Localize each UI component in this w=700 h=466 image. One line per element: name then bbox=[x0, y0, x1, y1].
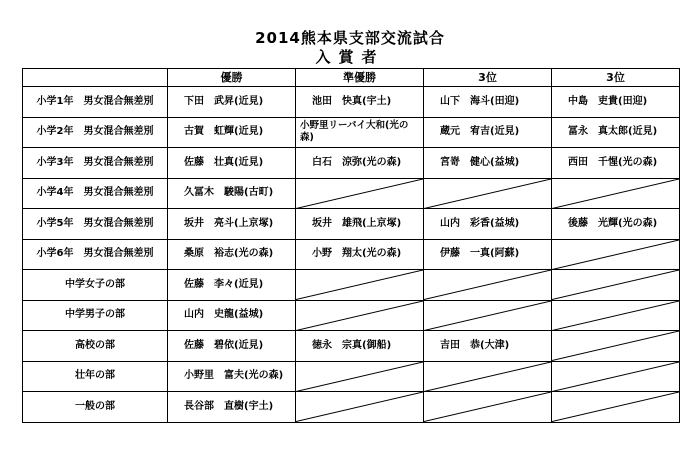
table-row bbox=[23, 148, 680, 179]
diagonal-strike-icon bbox=[296, 270, 423, 300]
diagonal-strike-icon bbox=[296, 392, 423, 422]
winner-cell: 小野里 富夫(光の森) bbox=[168, 361, 296, 392]
empty-cell bbox=[296, 392, 424, 423]
diagonal-strike-icon bbox=[296, 301, 423, 331]
winner-cell: 下田 武昇(近見) bbox=[168, 87, 296, 118]
empty-cell bbox=[552, 392, 680, 423]
diagonal-strike-icon bbox=[424, 270, 551, 300]
table-row bbox=[23, 300, 680, 331]
empty-cell bbox=[296, 270, 424, 301]
diagonal-strike-icon bbox=[296, 179, 423, 209]
winner-cell: 長谷部 直樹(宇土) bbox=[168, 392, 296, 423]
winner-cell: 佐藤 壮真(近見) bbox=[168, 148, 296, 179]
empty-cell bbox=[296, 178, 424, 209]
diagonal-strike-icon bbox=[296, 362, 423, 392]
category-cell: 小学5年 男女混合無差別 bbox=[23, 209, 168, 240]
empty-cell bbox=[552, 239, 680, 270]
results-table bbox=[22, 68, 680, 423]
diagonal-strike-icon bbox=[552, 331, 679, 361]
table-row bbox=[23, 392, 680, 423]
empty-cell bbox=[424, 392, 552, 423]
document-subtitle: 入賞者 bbox=[315, 48, 385, 66]
winner-cell: 坂井 亮斗(上京塚) bbox=[168, 209, 296, 240]
winner-cell: 小野 翔太(光の森) bbox=[296, 239, 424, 270]
table-row bbox=[23, 331, 680, 362]
table-row bbox=[23, 239, 680, 270]
header-third-place: 3位 bbox=[424, 69, 552, 87]
empty-cell bbox=[296, 300, 424, 331]
category-cell: 小学1年 男女混合無差別 bbox=[23, 87, 168, 118]
table-row bbox=[23, 270, 680, 301]
empty-cell bbox=[552, 270, 680, 301]
empty-cell bbox=[552, 361, 680, 392]
winner-cell: 池田 快真(宇土) bbox=[296, 87, 424, 118]
category-cell: 小学2年 男女混合無差別 bbox=[23, 117, 168, 148]
header-second-place: 準優勝 bbox=[296, 69, 424, 87]
winner-cell: 佐藤 李々(近見) bbox=[168, 270, 296, 301]
diagonal-strike-icon bbox=[552, 392, 679, 422]
table-row bbox=[23, 361, 680, 392]
diagonal-strike-icon bbox=[552, 240, 679, 270]
winner-cell: 伊藤 一真(阿蘇) bbox=[424, 239, 552, 270]
header-third-place-2: 3位 bbox=[552, 69, 680, 87]
winner-cell: 吉田 恭(大津) bbox=[424, 331, 552, 362]
empty-cell bbox=[552, 331, 680, 362]
table-row bbox=[23, 209, 680, 240]
diagonal-strike-icon bbox=[552, 362, 679, 392]
empty-cell bbox=[424, 361, 552, 392]
winner-cell: 久冨木 駿陽(古町) bbox=[168, 178, 296, 209]
diagonal-strike-icon bbox=[424, 362, 551, 392]
diagonal-strike-icon bbox=[424, 392, 551, 422]
table-row bbox=[23, 117, 680, 148]
empty-cell bbox=[424, 270, 552, 301]
category-cell: 中学女子の部 bbox=[23, 270, 168, 301]
diagonal-strike-icon bbox=[552, 301, 679, 331]
winner-cell: 坂井 雄飛(上京塚) bbox=[296, 209, 424, 240]
empty-cell bbox=[552, 178, 680, 209]
winner-cell: 冨永 真太郎(近見) bbox=[552, 117, 680, 148]
empty-cell bbox=[296, 361, 424, 392]
category-cell: 小学4年 男女混合無差別 bbox=[23, 178, 168, 209]
header-first-place: 優勝 bbox=[168, 69, 296, 87]
winner-cell: 山内 史龍(益城) bbox=[168, 300, 296, 331]
winner-cell: 蔵元 宥吉(近見) bbox=[424, 117, 552, 148]
category-cell: 一般の部 bbox=[23, 392, 168, 423]
header-row bbox=[23, 69, 680, 87]
winner-cell: 中島 吏貴(田迎) bbox=[552, 87, 680, 118]
diagonal-strike-icon bbox=[424, 179, 551, 209]
winner-cell: 宮嵜 健心(益城) bbox=[424, 148, 552, 179]
winner-cell: 山内 彩香(益城) bbox=[424, 209, 552, 240]
winner-cell: 白石 涼弥(光の森) bbox=[296, 148, 424, 179]
winner-cell: 山下 海斗(田迎) bbox=[424, 87, 552, 118]
header-category bbox=[23, 69, 168, 87]
winner-cell: 西田 千惺(光の森) bbox=[552, 148, 680, 179]
winner-cell: 小野里リーバイ大和(光の森) bbox=[296, 117, 424, 148]
table-row bbox=[23, 87, 680, 118]
table-row bbox=[23, 178, 680, 209]
diagonal-strike-icon bbox=[424, 301, 551, 331]
category-cell: 高校の部 bbox=[23, 331, 168, 362]
winner-cell: 後藤 光輝(光の森) bbox=[552, 209, 680, 240]
winner-cell: 佐藤 碧依(近見) bbox=[168, 331, 296, 362]
winner-cell: 桑原 裕志(光の森) bbox=[168, 239, 296, 270]
empty-cell bbox=[424, 178, 552, 209]
empty-cell bbox=[424, 300, 552, 331]
document-title: 2014熊本県支部交流試合 bbox=[255, 29, 445, 47]
category-cell: 壮年の部 bbox=[23, 361, 168, 392]
diagonal-strike-icon bbox=[552, 179, 679, 209]
category-cell: 小学6年 男女混合無差別 bbox=[23, 239, 168, 270]
winner-cell: 徳永 宗真(御船) bbox=[296, 331, 424, 362]
empty-cell bbox=[552, 300, 680, 331]
category-cell: 小学3年 男女混合無差別 bbox=[23, 148, 168, 179]
category-cell: 中学男子の部 bbox=[23, 300, 168, 331]
diagonal-strike-icon bbox=[552, 270, 679, 300]
winner-cell: 古賀 虹輝(近見) bbox=[168, 117, 296, 148]
